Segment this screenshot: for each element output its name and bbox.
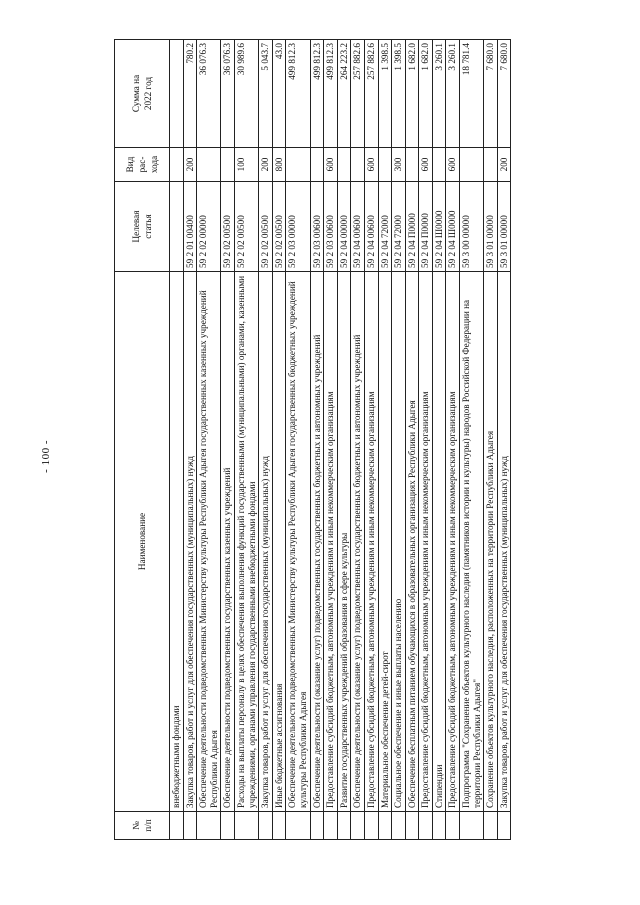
cell-code: 59 2 04 П0000	[419, 182, 433, 272]
table-row	[460, 40, 484, 840]
cell-vid: 800	[272, 148, 286, 182]
budget-table	[114, 39, 511, 840]
cell-name: Обеспечение деятельности подведомственных Министерству культуры Республики Адыгея государственных казенных учреждений Республики Адыгея	[197, 272, 221, 812]
cell-vid: 600	[324, 148, 338, 182]
table-row	[324, 40, 338, 840]
cell-name: Обеспечение бесплатным питанием обучающихся в образовательных организациях Республики Адыгея	[405, 272, 419, 812]
cell-sum: 30 989.6	[234, 40, 258, 148]
cell-sum: 780.2	[183, 40, 197, 148]
cell-code: 59 2 03 00600	[310, 182, 324, 272]
cell-code: 59 3 00 00000	[460, 182, 484, 272]
cell-name: Иные бюджетные ассигнования	[272, 272, 286, 812]
cell-name: Предоставление субсидий бюджетным, автономным учреждениям и иным некоммерческим организациям	[364, 272, 378, 812]
cell-vid	[310, 148, 324, 182]
cell-sum: 499 812.3	[324, 40, 338, 148]
cell-sum: 257 882.6	[364, 40, 378, 148]
cell-vid: 600	[446, 148, 460, 182]
cell-num	[432, 812, 446, 840]
cell-vid: 200	[183, 148, 197, 182]
cell-num	[378, 812, 392, 840]
header-num: № п/п	[115, 812, 170, 840]
cell-sum: 257 882.6	[351, 40, 365, 148]
cell-code: 59 2 02 00500	[259, 182, 273, 272]
cell-vid: 600	[419, 148, 433, 182]
cell-vid	[484, 148, 498, 182]
cell-vid: 200	[497, 148, 511, 182]
table-row	[197, 40, 221, 840]
table-row	[272, 40, 286, 840]
cell-num	[446, 812, 460, 840]
cell-sum: 43.0	[272, 40, 286, 148]
cell-code: 59 2 02 00000	[197, 182, 221, 272]
cell-sum: 1 682.0	[419, 40, 433, 148]
cell-sum: 1 398.5	[378, 40, 392, 148]
cell-vid	[432, 148, 446, 182]
table-row	[419, 40, 433, 840]
cell-sum: 264 223.2	[337, 40, 351, 148]
cell-name: Предоставление субсидий бюджетным, автономным учреждениям и иным некоммерческим организациям	[324, 272, 338, 812]
cell-num	[364, 812, 378, 840]
cell-code: 59 2 04 Ш0000	[432, 182, 446, 272]
cell-num	[484, 812, 498, 840]
table-row	[484, 40, 498, 840]
cell-sum: 499 812.3	[286, 40, 310, 148]
cell-num	[183, 812, 197, 840]
cell-sum: 1 682.0	[405, 40, 419, 148]
cell-name: Обеспечение деятельности подведомственных Министерству культуры Республики Адыгея государственных бюджетных учреждений культуры Республики Адыгея	[286, 272, 310, 812]
cell-sum: 7 680.0	[497, 40, 511, 148]
cell-name: Сохранение объектов культурного наследия, расположенных на территории Республики Адыгея	[484, 272, 498, 812]
cell-code: 59 2 04 00600	[364, 182, 378, 272]
table-row	[170, 40, 184, 840]
cell-code: 59 2 01 00400	[183, 182, 197, 272]
cell-sum: 3 260.1	[446, 40, 460, 148]
cell-name: Обеспечение деятельности (оказание услуг) подведомственных государственных бюджетных и автономных учреждений	[351, 272, 365, 812]
cell-name: Подпрограмма "Сохранение объектов культурного наследия (памятников истории и культуры) народов Российской Федерации на территории Республики Адыгея"	[460, 272, 484, 812]
table-row	[183, 40, 197, 840]
cell-vid	[351, 148, 365, 182]
cell-code: 59 2 04 72000	[378, 182, 392, 272]
cell-sum: 18 781.4	[460, 40, 484, 148]
table-body	[170, 40, 511, 840]
cell-code: 59 3 01 00000	[497, 182, 511, 272]
table-row	[432, 40, 446, 840]
cell-vid	[337, 148, 351, 182]
cell-name: Развитие государственных учреждений образования в сфере культуры	[337, 272, 351, 812]
cell-name: Закупка товаров, работ и услуг для обеспечения государственных (муниципальных) нужд	[183, 272, 197, 812]
cell-name: Обеспечение деятельности подведомственных государственных казенных учреждений	[221, 272, 235, 812]
table-header-row	[115, 40, 170, 840]
cell-code: 59 2 04 00600	[351, 182, 365, 272]
cell-num	[405, 812, 419, 840]
cell-num	[272, 812, 286, 840]
cell-num	[460, 812, 484, 840]
cell-vid	[405, 148, 419, 182]
cell-num	[497, 812, 511, 840]
cell-sum: 3 260.1	[432, 40, 446, 148]
cell-num	[324, 812, 338, 840]
table-row	[405, 40, 419, 840]
cell-num	[259, 812, 273, 840]
cell-vid	[460, 148, 484, 182]
cell-vid	[378, 148, 392, 182]
cell-num	[221, 812, 235, 840]
cell-name: Расходы на выплаты персоналу в целях обеспечения выполнения функций государственными (муниципальными) органами, казенными учреждениями, органами управления государственными внебюджетными фондами	[234, 272, 258, 812]
cell-num	[351, 812, 365, 840]
cell-num	[310, 812, 324, 840]
cell-sum: 7 680.0	[484, 40, 498, 148]
cell-name: Предоставление субсидий бюджетным, автономным учреждениям и иным некоммерческим организациям	[446, 272, 460, 812]
cell-num	[234, 812, 258, 840]
cell-code: 59 2 04 Ш0000	[446, 182, 460, 272]
cell-name: внебюджетными фондами	[170, 272, 184, 812]
cell-code: 59 2 02 00500	[234, 182, 258, 272]
cell-sum: 499 812.3	[310, 40, 324, 148]
cell-code	[170, 182, 184, 272]
cell-sum: 36 076.3	[221, 40, 235, 148]
cell-code: 59 2 03 00000	[286, 182, 310, 272]
cell-name: Закупка товаров, работ и услуг для обеспечения государственных (муниципальных) нужд	[259, 272, 273, 812]
table-row	[259, 40, 273, 840]
cell-code: 59 2 04 П0000	[405, 182, 419, 272]
cell-vid: 100	[234, 148, 258, 182]
table-row	[286, 40, 310, 840]
cell-name: Социальное обеспечение и иные выплаты населению	[392, 272, 406, 812]
cell-code: 59 3 01 00000	[484, 182, 498, 272]
cell-num	[419, 812, 433, 840]
table-row	[337, 40, 351, 840]
cell-sum: 36 076.3	[197, 40, 221, 148]
table-row	[364, 40, 378, 840]
cell-vid	[170, 148, 184, 182]
cell-code: 59 2 02 00500	[272, 182, 286, 272]
header-name: Наименование	[115, 272, 170, 812]
rotated-table-container	[114, 40, 640, 840]
cell-name: Материальное обеспечение детей-сирот	[378, 272, 392, 812]
cell-sum	[170, 40, 184, 148]
table-row	[234, 40, 258, 840]
header-sum: Сумма на 2022 год	[115, 40, 170, 148]
cell-name: Закупка товаров, работ и услуг для обеспечения государственных (муниципальных) нужд	[497, 272, 511, 812]
table-row	[351, 40, 365, 840]
table-row	[378, 40, 392, 840]
cell-name: Предоставление субсидий бюджетным, автономным учреждениям и иным некоммерческим организациям	[419, 272, 433, 812]
page-number: - 100 -	[40, 440, 52, 473]
header-vid: Вид рас- хода	[115, 148, 170, 182]
cell-vid: 300	[392, 148, 406, 182]
cell-vid	[221, 148, 235, 182]
table-row	[310, 40, 324, 840]
cell-vid: 200	[259, 148, 273, 182]
cell-num	[286, 812, 310, 840]
cell-code: 59 2 04 00000	[337, 182, 351, 272]
cell-name: Стипендии	[432, 272, 446, 812]
cell-vid	[197, 148, 221, 182]
cell-vid: 600	[364, 148, 378, 182]
table-row	[446, 40, 460, 840]
cell-code: 59 2 02 00500	[221, 182, 235, 272]
cell-num	[197, 812, 221, 840]
cell-code: 59 2 04 72000	[392, 182, 406, 272]
table-row	[497, 40, 511, 840]
cell-num	[170, 812, 184, 840]
cell-name: Обеспечение деятельности (оказание услуг) подведомственных государственных бюджетных и автономных учреждений	[310, 272, 324, 812]
cell-sum: 5 043.7	[259, 40, 273, 148]
cell-sum: 1 398.5	[392, 40, 406, 148]
header-code: Целевая статья	[115, 182, 170, 272]
cell-num	[337, 812, 351, 840]
cell-code: 59 2 03 00600	[324, 182, 338, 272]
table-row	[221, 40, 235, 840]
cell-num	[392, 812, 406, 840]
table-row	[392, 40, 406, 840]
cell-vid	[286, 148, 310, 182]
